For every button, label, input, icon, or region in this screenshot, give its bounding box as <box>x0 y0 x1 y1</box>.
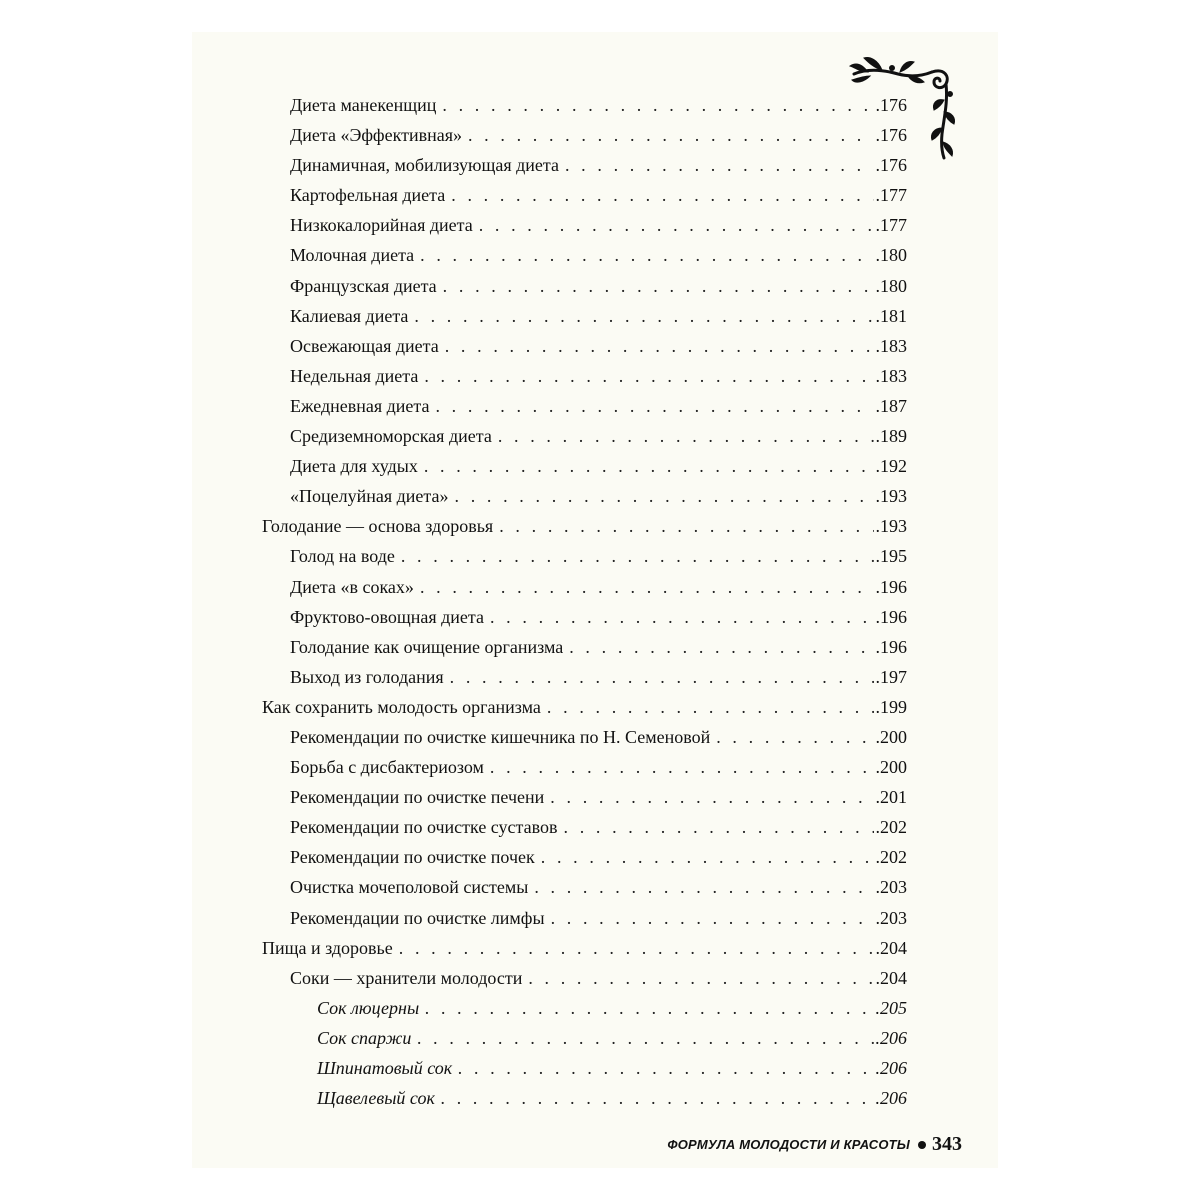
toc-entry-page: .202 <box>875 847 907 868</box>
toc-entry-page: .183 <box>875 335 907 356</box>
toc-entry <box>262 541 907 571</box>
toc-entry-page: .203 <box>875 907 907 928</box>
toc-entry-title: Пища и здоровье <box>262 937 393 958</box>
toc-entry-title: Как сохранить молодость организма <box>262 696 541 717</box>
dot-leader <box>468 120 874 150</box>
toc-entry <box>262 782 907 812</box>
toc-entry-page: .206 <box>875 1058 907 1078</box>
toc-entry-page: .193 <box>875 516 907 537</box>
dot-leader <box>455 481 874 511</box>
dot-leader <box>534 872 873 902</box>
toc-entry-title: Соки — хранители молодости <box>290 967 523 988</box>
toc-entry-title: Рекомендации по очистке лимфы <box>290 907 545 928</box>
toc-entry-page: .200 <box>875 757 907 778</box>
dot-leader <box>435 391 873 421</box>
toc-entry-title: Фруктово-овощная диета <box>290 606 484 627</box>
dot-leader <box>442 90 873 120</box>
toc-entry-title: Голодание как очищение организма <box>290 636 564 657</box>
toc-entry-page: .180 <box>875 245 907 266</box>
toc-entry-title: Диета манекенщиц <box>290 95 437 115</box>
dot-leader <box>450 662 874 692</box>
toc-entry <box>262 120 907 150</box>
toc-entry-page: .199 <box>875 696 907 717</box>
toc-entry-title: Молочная диета <box>290 245 415 266</box>
dot-leader <box>564 812 874 842</box>
dot-leader <box>420 240 873 270</box>
dot-leader <box>547 692 874 722</box>
toc-entry <box>262 963 907 993</box>
dot-leader <box>490 602 874 632</box>
toc-entry-title: Диета «Эффективная» <box>290 125 462 146</box>
toc-entry-title: Рекомендации по очистке печени <box>290 787 545 808</box>
toc-entry-title: Выход из голодания <box>290 666 444 687</box>
toc-entry-title: Калиевая диета <box>290 305 409 326</box>
dot-leader <box>451 180 873 210</box>
toc-entry <box>262 692 907 722</box>
dot-leader <box>565 150 874 180</box>
toc-entry-title: «Поцелуйная диета» <box>290 486 449 507</box>
toc-entry-title: Очистка мочеполовой системы <box>290 877 529 898</box>
dot-leader <box>424 451 874 481</box>
toc-entry-title: Низкокалорийная диета <box>290 215 473 236</box>
dot-leader <box>479 210 874 240</box>
toc-entry-page: .195 <box>875 546 907 567</box>
dot-leader <box>425 993 873 1023</box>
toc-entry-page: .196 <box>875 636 907 657</box>
toc-entry-title: Недельная диета <box>290 365 419 386</box>
toc-entry-title: Шпинатовый сок <box>317 1058 453 1078</box>
dot-leader <box>458 1053 873 1083</box>
toc-entry-title: Освежающая диета <box>290 335 439 356</box>
toc-entry <box>262 301 907 331</box>
toc-entry <box>262 993 907 1023</box>
page-footer <box>600 1133 962 1156</box>
toc-entry <box>262 1083 907 1113</box>
dot-leader <box>399 933 874 963</box>
toc-entry <box>262 180 907 210</box>
toc-entry-page: .197 <box>875 666 907 687</box>
toc-entry-page: .204 <box>875 967 907 988</box>
dot-leader <box>498 421 874 451</box>
dot-leader <box>445 331 874 361</box>
toc-entry-title: Борьба с дисбактериозом <box>290 757 484 778</box>
dot-leader <box>420 572 874 602</box>
toc-entry-page: .201 <box>875 787 907 808</box>
toc-entry <box>262 812 907 842</box>
toc-entry-page: .200 <box>875 726 907 747</box>
toc-entry-title: Щавелевый сок <box>317 1088 435 1109</box>
running-book-title: ФОРМУЛА МОЛОДОСТИ И КРАСОТЫ <box>667 1137 910 1152</box>
toc-entry <box>262 451 907 481</box>
toc-entry-title: Рекомендации по очистке суставов <box>290 817 558 838</box>
toc-entry-page: .206 <box>875 1088 907 1109</box>
toc-entry <box>262 210 907 240</box>
table-of-contents <box>262 90 907 1113</box>
toc-entry-page: .177 <box>875 185 907 206</box>
toc-entry <box>262 240 907 270</box>
toc-entry <box>262 481 907 511</box>
toc-entry-title: Картофельная диета <box>290 185 446 206</box>
toc-entry-title: Сок люцерны <box>317 997 420 1018</box>
toc-entry <box>262 421 907 451</box>
toc-entry-title: Динамичная, мобилизующая диета <box>290 155 559 176</box>
toc-entry <box>262 752 907 782</box>
toc-entry-page: .193 <box>875 486 907 507</box>
toc-entry <box>262 391 907 421</box>
toc-entry-title: Голодание — основа здоровья <box>262 516 494 537</box>
toc-entry <box>262 602 907 632</box>
toc-entry <box>262 632 907 662</box>
dot-leader <box>551 903 874 933</box>
dot-leader <box>424 361 873 391</box>
dot-leader <box>528 963 873 993</box>
toc-entry-title: Рекомендации по очистке кишечника по Н. Семеновой <box>290 726 711 747</box>
toc-entry-page: .183 <box>875 365 907 386</box>
toc-entry-title: Французская диета <box>290 275 437 296</box>
toc-entry-page: .202 <box>875 817 907 838</box>
toc-entry <box>262 722 907 752</box>
toc-entry-title: Ежедневная диета <box>290 395 430 416</box>
dot-leader <box>443 271 874 301</box>
bullet-dot-icon <box>918 1141 926 1149</box>
toc-entry-title: Сок спаржи <box>317 1027 412 1048</box>
toc-entry <box>262 331 907 361</box>
toc-entry-page: .180 <box>875 275 907 296</box>
toc-entry <box>262 90 907 120</box>
toc-entry-page: .203 <box>875 877 907 898</box>
toc-entry <box>262 572 907 602</box>
toc-entry-page: .196 <box>875 576 907 597</box>
toc-entry-page: .187 <box>875 395 907 416</box>
toc-entry-page: .192 <box>875 456 907 477</box>
toc-entry-page: .181 <box>875 305 907 326</box>
page-number: 343 <box>932 1133 962 1155</box>
toc-entry-title: Рекомендации по очистке почек <box>290 847 535 868</box>
toc-entry-page: .204 <box>875 937 907 958</box>
toc-entry-title: Диета «в соках» <box>290 576 414 597</box>
toc-entry-title: Голод на воде <box>290 546 395 567</box>
dot-leader <box>541 842 874 872</box>
toc-entry <box>262 872 907 902</box>
dot-leader <box>499 511 873 541</box>
dot-leader <box>441 1083 874 1113</box>
dot-leader <box>414 301 873 331</box>
dot-leader <box>490 752 874 782</box>
toc-entry-title: Диета для худых <box>290 456 418 477</box>
dot-leader <box>401 541 874 571</box>
toc-entry <box>262 842 907 872</box>
dot-leader <box>716 722 873 752</box>
toc-entry <box>262 271 907 301</box>
toc-entry <box>262 1023 907 1053</box>
toc-entry-page: .205 <box>875 997 907 1018</box>
dot-leader <box>569 632 873 662</box>
toc-entry-page: .176 <box>875 125 907 146</box>
dot-leader <box>550 782 873 812</box>
toc-entry <box>262 361 907 391</box>
toc-entry-page: .189 <box>875 426 907 447</box>
toc-entry-page: .176 <box>875 95 907 115</box>
dot-leader <box>417 1023 873 1053</box>
toc-entry <box>262 1053 907 1083</box>
toc-entry <box>262 933 907 963</box>
toc-entry <box>262 150 907 180</box>
toc-entry <box>262 903 907 933</box>
toc-entry-title: Средиземноморская диета <box>290 426 492 447</box>
toc-entry-page: .206 <box>875 1027 907 1048</box>
toc-entry <box>262 662 907 692</box>
toc-entry-page: .176 <box>875 155 907 176</box>
toc-entry-page: .177 <box>875 215 907 236</box>
toc-entry-page: .196 <box>875 606 907 627</box>
toc-entry <box>262 511 907 541</box>
